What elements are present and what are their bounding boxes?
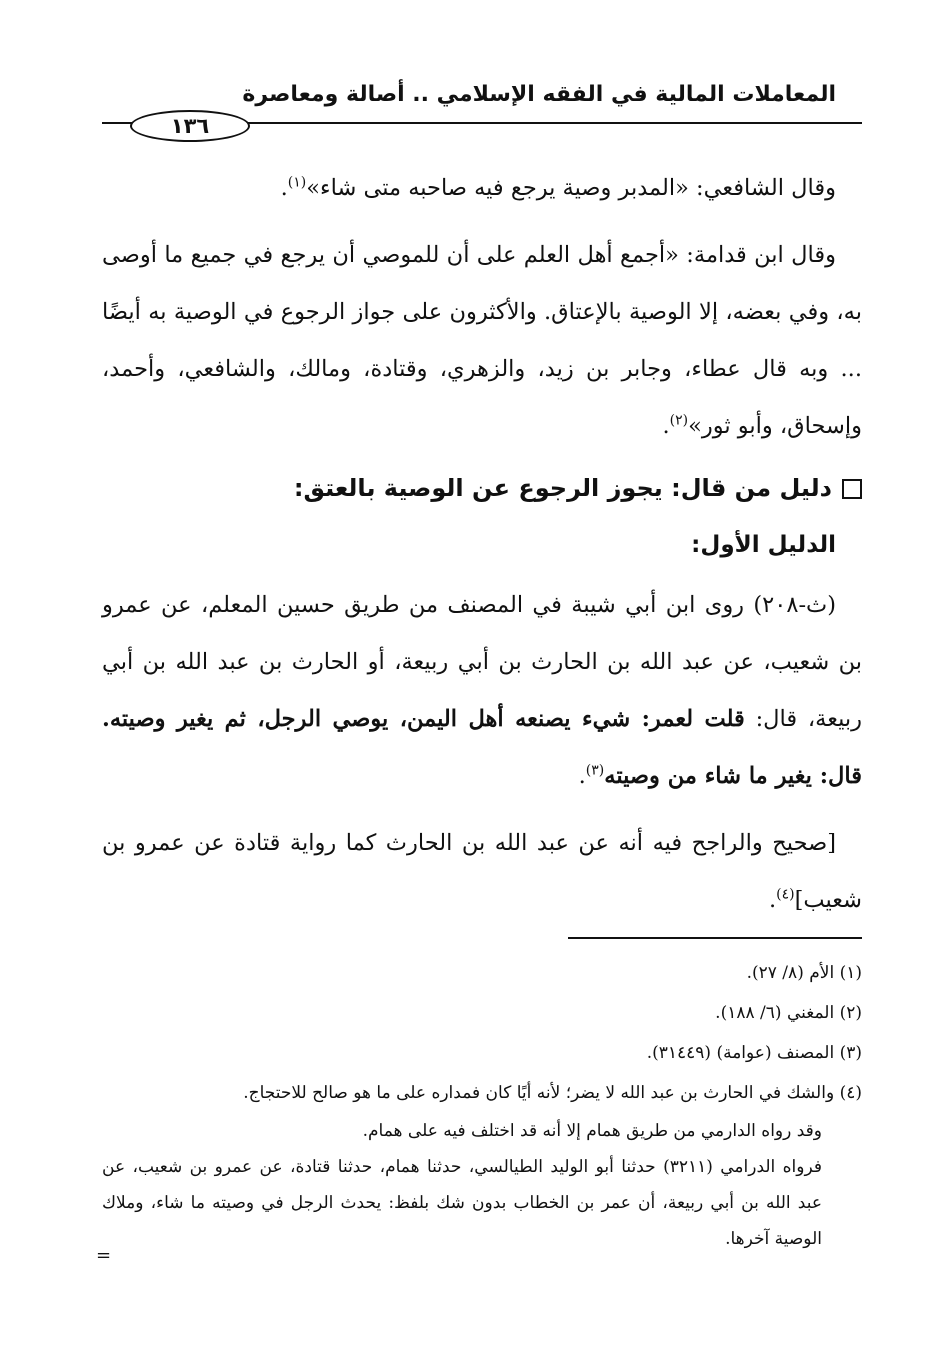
paragraph-ibn-qudama-text: وقال ابن قدامة: «أجمع أهل العلم على أن للموصي أن يرجع في جميع ما أوصى به، وفي بعضه، إلا الوصية بالإعتاق. والأكثرون على جواز الرجوع في الوصية به أيضًا ... وبه قال عطاء، وجابر بن زيد، والزهري، وقتادة، ومالك، والشافعي، وأحمد، وإسحاق، وأبو ثور» (102, 242, 862, 439)
footnote-4-line-2: وقد رواه الدارمي من طريق همام إلا أنه قد اختلف فيه على همام. (362, 1121, 822, 1141)
paragraph-shafii-end: . (280, 175, 288, 201)
footnote-1: (١) الأم (٨/ ٢٧). (746, 963, 862, 983)
continuation-mark: = (96, 1245, 112, 1266)
paragraph-ibn-qudama (102, 227, 862, 455)
subsection-heading: الدليل الأول: (691, 532, 836, 558)
paragraph-ibn-qudama-end: . (662, 413, 670, 439)
paragraph-grading-text: [صحيح والراجح فيه أنه عن عبد الله بن الحارث كما رواية قتادة عن عمرو بن شعيب] (102, 830, 862, 913)
running-title: المعاملات المالية في الفقه الإسلامي .. أصالة ومعاصرة (242, 82, 836, 107)
footnote-ref-3: (٣) (585, 762, 605, 779)
footnote-ref-2: (٢) (669, 412, 689, 429)
paragraph-athar-208 (102, 577, 862, 805)
paragraph-grading (102, 815, 862, 929)
section-heading (102, 459, 862, 517)
footnote-ref-1: (١) (287, 174, 307, 191)
footnote-ref-4: (٤) (776, 886, 795, 903)
footnote-4-line-3: فرواه الدرامي (٣٢١١) حدثنا أبو الوليد الطيالسي، حدثنا همام، حدثنا قتادة، عن عمرو بن شعيب، عن عبد الله بن أبي ربيعة، أن عمر بن الخطاب بدون شك بلفظ: يحدث الرجل في وصيته ما شاء، وملاك الوصية آخرها. (102, 1157, 822, 1249)
square-bullet-icon (842, 479, 862, 499)
footnote-4 (102, 1073, 862, 1257)
paragraph-shafii (102, 160, 862, 217)
paragraph-athar-208-end: . (578, 763, 586, 789)
footnote-4-line-1: (٤) والشك في الحارث بن عبد الله لا يضر؛ لأنه أيًا كان فمداره على ما هو صالح للاحتجاج. (243, 1083, 862, 1103)
paragraph-grading-end: . (769, 887, 777, 913)
section-heading-text: دليل من قال: يجوز الرجوع عن الوصية بالعتق: (293, 474, 832, 502)
paragraph-shafii-text: وقال الشافعي: «المدبر وصية يرجع فيه صاحبه متى شاء» (306, 175, 836, 201)
footnote-2: (٢) المغني (٦/ ١٨٨). (715, 1003, 862, 1023)
paragraph-athar-208-quote: قلت لعمر: شيء يصنعه أهل اليمن، يوصي الرجل، ثم يغير وصيته. قال: يغير ما شاء من وصيته (102, 706, 862, 789)
body-text (102, 160, 862, 933)
footnote-separator (568, 937, 862, 939)
paragraph-athar-208-text: (ث-٢٠٨) روى ابن أبي شيبة في المصنف من طريق حسين المعلم، عن عمرو بن شعيب، عن عبد الله بن الحارث بن أبي ربيعة، أو الحارث بن عبد الله بن أبي ربيعة، قال: (102, 592, 862, 732)
page-number: ١٣٦ (130, 110, 250, 142)
footnote-3: (٣) المصنف (عوامة) (٣١٤٤٩). (646, 1043, 862, 1063)
footnotes (102, 953, 862, 1257)
